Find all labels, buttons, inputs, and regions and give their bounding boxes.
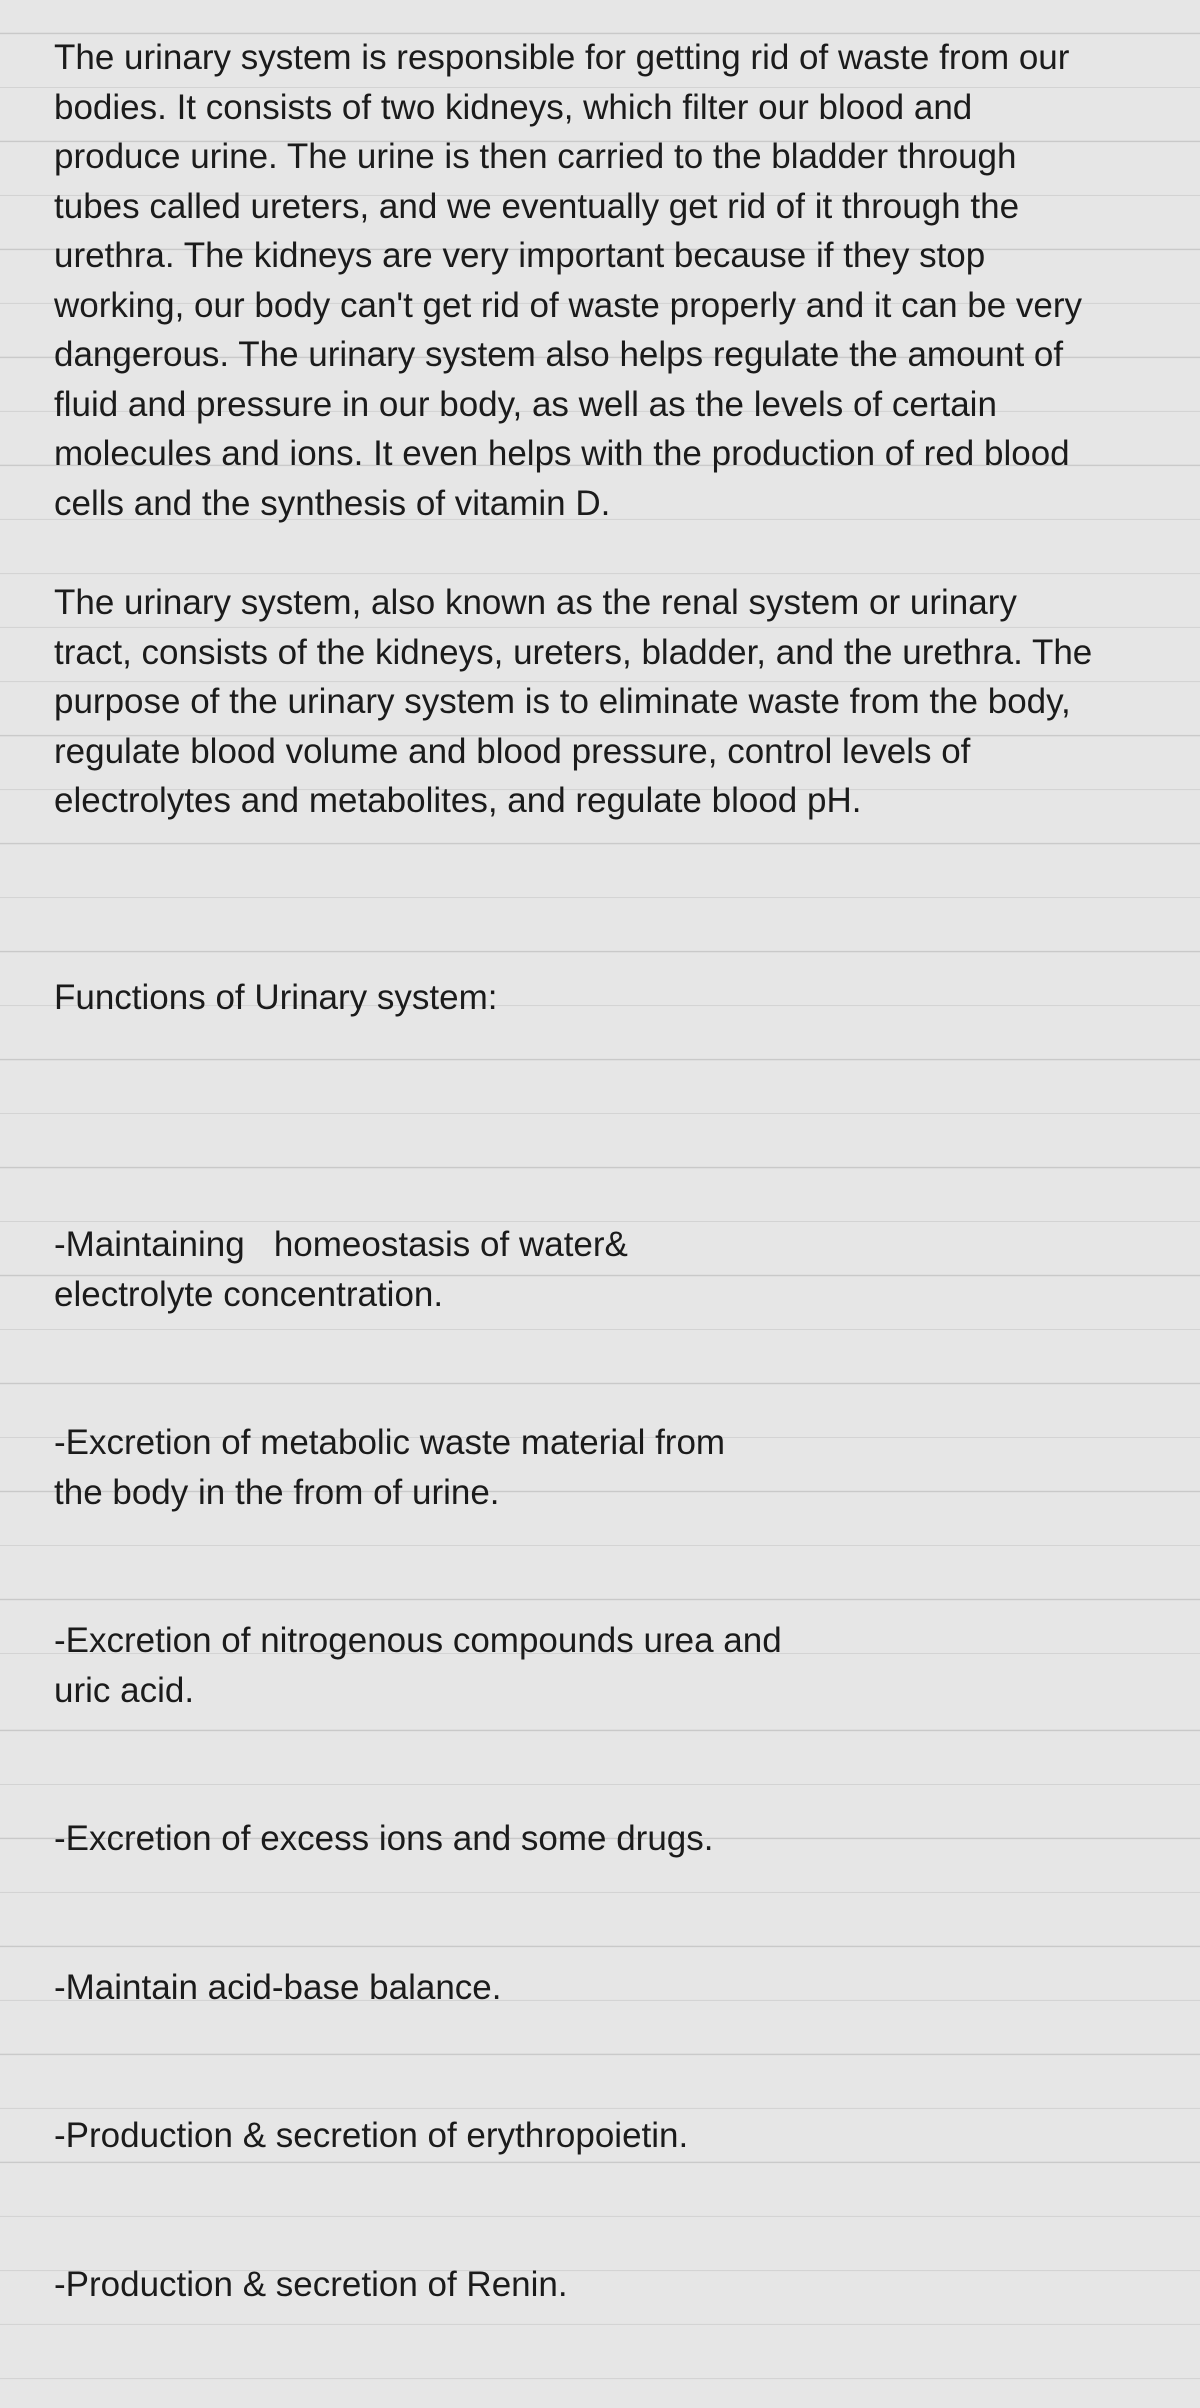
list-item: -Production & secretion of erythropoietin. (54, 2116, 689, 2155)
functions-heading: Functions of Urinary system: (54, 978, 498, 1017)
functions-list (54, 1121, 1154, 2408)
list-item: -Excretion of nitrogenous compounds urea and uric acid. (54, 1621, 782, 1710)
paragraph-urinary-intro: The urinary system is responsible for getting rid of waste from our bodies. It consists of two kidneys, which filter our blood and produce urine. The urine is then carried to the bladder through tubes called ureters, and we eventually get rid of it through the urethra. The kidneys are very important because if they stop working, our body can't get rid of waste properly and it can be very dangerous. The urinary system also helps regulate the amount of fluid and pressure in our body, as well as the levels of certain molecules and ions. It even helps with the production of red blood cells and the synthesis of vitamin D. (54, 38, 1083, 523)
paragraph-urinary-definition: The urinary system, also known as the renal system or urinary tract, consists of the kidneys, ureters, bladder, and the urethra. The purpose of the urinary system is to eliminate waste from the body, regulate blood volume and blood pressure, control levels of electrolytes and metabolites, and regulate blood pH. (54, 583, 1093, 820)
list-item: -Maintaining homeostasis of water& electrolyte concentration. (54, 1225, 628, 1314)
list-item: -Excretion of excess ions and some drugs. (54, 1819, 714, 1858)
list-item: -Production & secretion of Renin. (54, 2264, 568, 2304)
list-item: -Excretion of metabolic waste material from the body in the from of urine. (54, 1423, 726, 1512)
list-item: -Maintain acid-base balance. (54, 1967, 502, 2007)
